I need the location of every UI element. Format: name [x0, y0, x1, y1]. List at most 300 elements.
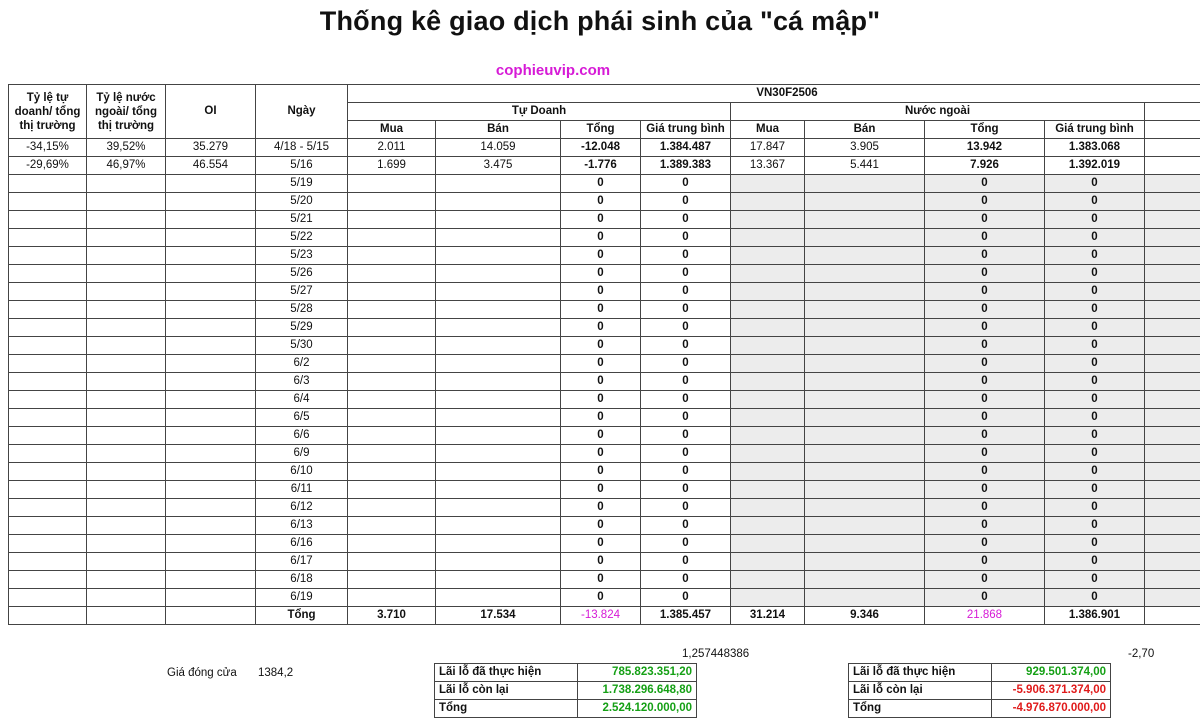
cell-td-ban [436, 355, 561, 373]
cell-oi [166, 175, 256, 193]
cell-td-gia: 0 [641, 265, 731, 283]
cell-td-mua [348, 589, 436, 607]
cell-td-ban [436, 373, 561, 391]
cell-td-mua [348, 265, 436, 283]
cell-nn-ban [805, 319, 925, 337]
cell-nn-gia: 0 [1045, 535, 1145, 553]
table-row [9, 283, 1200, 301]
cell-nn-mua [731, 427, 805, 445]
cell-td-gia: 1.389.383 [641, 157, 731, 175]
cell-nn-tong: 0 [925, 391, 1045, 409]
total-td-mua: 3.710 [348, 607, 436, 625]
cell-empty [1145, 409, 1200, 427]
header-td-gia: Giá trung bình [641, 121, 731, 139]
cell-nn-tong: 0 [925, 301, 1045, 319]
pnl-value: -4.976.870.000,00 [992, 700, 1111, 718]
cell-ty-le-nn [87, 373, 166, 391]
cell-oi [166, 499, 256, 517]
cell-oi: 35.279 [166, 139, 256, 157]
pnl-value: 929.501.374,00 [992, 664, 1111, 682]
cell-empty [1145, 373, 1200, 391]
table-row [9, 355, 1200, 373]
cell-td-mua [348, 445, 436, 463]
cell-td-gia: 1.384.487 [641, 139, 731, 157]
cell-oi [166, 283, 256, 301]
cell-td-mua [348, 301, 436, 319]
nn-gia-note: -2,70 [1128, 648, 1155, 660]
pnl-label: Lãi lỗ đã thực hiện [435, 664, 578, 682]
total-nn-tong: 21.868 [925, 607, 1045, 625]
cell-empty [1145, 157, 1200, 175]
cell-td-mua [348, 481, 436, 499]
cell-oi [166, 265, 256, 283]
cell-nn-tong: 0 [925, 319, 1045, 337]
cell-td-mua [348, 229, 436, 247]
cell-oi [166, 535, 256, 553]
cell-td-ban [436, 265, 561, 283]
cell-td-ban [436, 391, 561, 409]
cell-td-ban [436, 211, 561, 229]
cell-nn-tong: 0 [925, 445, 1045, 463]
cell-nn-gia: 0 [1045, 373, 1145, 391]
cell-td-gia: 0 [641, 499, 731, 517]
cell-ty-le-td [9, 265, 87, 283]
cell-ngay: 5/19 [256, 175, 348, 193]
table-row [9, 445, 1200, 463]
cell-ty-le-td [9, 589, 87, 607]
cell-empty [1145, 589, 1200, 607]
cell-td-gia: 0 [641, 535, 731, 553]
cell-td-mua: 1.699 [348, 157, 436, 175]
pnl-value: -5.906.371.374,00 [992, 682, 1111, 700]
cell-ty-le-nn [87, 283, 166, 301]
cell-ngay: 6/10 [256, 463, 348, 481]
table-row [9, 193, 1200, 211]
table-row [9, 589, 1200, 607]
cell-oi [166, 427, 256, 445]
cell-nn-tong: 13.942 [925, 139, 1045, 157]
cell-ty-le-nn [87, 481, 166, 499]
table-row [9, 175, 1200, 193]
table-row [9, 211, 1200, 229]
cell-ty-le-td [9, 409, 87, 427]
cell-td-gia: 0 [641, 283, 731, 301]
cell-nn-gia: 0 [1045, 319, 1145, 337]
table-row [9, 229, 1200, 247]
cell-td-gia: 0 [641, 355, 731, 373]
cell-nn-mua [731, 373, 805, 391]
cell-td-gia: 0 [641, 589, 731, 607]
cell-td-ban [436, 535, 561, 553]
cell-td-gia: 0 [641, 409, 731, 427]
cell-empty [1145, 391, 1200, 409]
cell-nn-tong: 0 [925, 481, 1045, 499]
cell-nn-mua [731, 481, 805, 499]
cell-empty [1145, 355, 1200, 373]
header-nn-tong: Tổng [925, 121, 1045, 139]
cell-td-gia: 0 [641, 229, 731, 247]
table-row [9, 391, 1200, 409]
cell-td-ban [436, 589, 561, 607]
cell-nn-gia: 0 [1045, 229, 1145, 247]
cell-ty-le-nn [87, 247, 166, 265]
table-row [9, 517, 1200, 535]
cell-nn-gia: 0 [1045, 211, 1145, 229]
cell-ty-le-nn [87, 589, 166, 607]
cell-ngay: 6/18 [256, 571, 348, 589]
cell-nn-gia: 0 [1045, 553, 1145, 571]
total-td-gia: 1.385.457 [641, 607, 731, 625]
cell-nn-mua [731, 499, 805, 517]
cell-ty-le-nn [87, 391, 166, 409]
cell-nn-mua [731, 535, 805, 553]
cell-td-gia: 0 [641, 301, 731, 319]
cell-td-ban [436, 319, 561, 337]
cell-td-gia: 0 [641, 427, 731, 445]
cell-td-ban [436, 445, 561, 463]
cell-nn-ban [805, 445, 925, 463]
cell-td-mua [348, 571, 436, 589]
cell-ngay: 5/23 [256, 247, 348, 265]
cell-nn-tong: 0 [925, 337, 1045, 355]
cell-ty-le-td [9, 337, 87, 355]
cell-ty-le-td [9, 427, 87, 445]
cell-td-tong: 0 [561, 337, 641, 355]
cell-td-tong: 0 [561, 571, 641, 589]
pnl-row [849, 682, 1111, 700]
cell-nn-gia: 0 [1045, 499, 1145, 517]
cell-nn-gia: 0 [1045, 265, 1145, 283]
cell-ty-le-nn [87, 337, 166, 355]
cell-nn-gia: 0 [1045, 391, 1145, 409]
cell-td-tong: 0 [561, 445, 641, 463]
pnl-row [435, 700, 697, 718]
cell-oi [166, 391, 256, 409]
cell-td-tong: 0 [561, 427, 641, 445]
cell-nn-ban [805, 499, 925, 517]
cell-nn-mua [731, 337, 805, 355]
cell-oi: 46.554 [166, 157, 256, 175]
cell-oi [166, 589, 256, 607]
site-link[interactable]: cophieuvip.com [495, 62, 611, 79]
cell-td-tong: 0 [561, 499, 641, 517]
cell-nn-tong: 0 [925, 409, 1045, 427]
total-td-tong: -13.824 [561, 607, 641, 625]
cell-nn-gia: 0 [1045, 337, 1145, 355]
cell-ngay: 5/20 [256, 193, 348, 211]
cell-td-tong: 0 [561, 373, 641, 391]
cell-nn-mua [731, 301, 805, 319]
cell-nn-tong: 0 [925, 355, 1045, 373]
total-nn-ban: 9.346 [805, 607, 925, 625]
cell-ty-le-td [9, 319, 87, 337]
cell-ngay: 5/29 [256, 319, 348, 337]
header-ty-le-tu-doanh: Tỷ lệ tự doanh/ tổng thị trường [9, 85, 87, 139]
cell-nn-mua: 13.367 [731, 157, 805, 175]
page-title: Thống kê giao dịch phái sinh của "cá mập" [319, 6, 881, 36]
cell-td-ban [436, 517, 561, 535]
cell-nn-ban: 5.441 [805, 157, 925, 175]
cell-ty-le-td [9, 175, 87, 193]
cell-ty-le-nn [87, 409, 166, 427]
cell-ty-le-td [9, 229, 87, 247]
cell-ngay: 6/13 [256, 517, 348, 535]
cell-nn-tong: 0 [925, 229, 1045, 247]
cell-ty-le-nn [87, 355, 166, 373]
cell-td-ban [436, 553, 561, 571]
table-row [9, 409, 1200, 427]
total-label: Tổng [256, 607, 348, 625]
cell-td-tong: 0 [561, 211, 641, 229]
cell-ty-le-td [9, 517, 87, 535]
cell-td-gia: 0 [641, 481, 731, 499]
table-row [9, 553, 1200, 571]
cell-nn-mua [731, 211, 805, 229]
cell-ty-le-td: -34,15% [9, 139, 87, 157]
cell-oi [166, 247, 256, 265]
cell-ty-le-nn: 46,97% [87, 157, 166, 175]
cell-td-ban [436, 499, 561, 517]
table-row [9, 301, 1200, 319]
cell-nn-mua [731, 553, 805, 571]
cell-ty-le-nn [87, 319, 166, 337]
cell-empty [1145, 211, 1200, 229]
cell-oi [166, 337, 256, 355]
cell-td-ban [436, 337, 561, 355]
cell-nn-tong: 0 [925, 517, 1045, 535]
cell-td-mua [348, 175, 436, 193]
cell-nn-tong: 0 [925, 571, 1045, 589]
cell-nn-ban [805, 409, 925, 427]
header-empty-2 [1145, 121, 1200, 139]
cell-nn-gia: 1.383.068 [1045, 139, 1145, 157]
table-row [9, 265, 1200, 283]
cell-empty [1145, 319, 1200, 337]
td-gia-note: 1,257448386 [682, 648, 750, 660]
cell-td-tong: 0 [561, 193, 641, 211]
cell-nn-mua [731, 193, 805, 211]
pnl-row [435, 682, 697, 700]
cell-ngay: 6/17 [256, 553, 348, 571]
pnl-value: 785.823.351,20 [578, 664, 697, 682]
cell-empty [1145, 301, 1200, 319]
table-row [9, 481, 1200, 499]
cell-ty-le-td: -29,69% [9, 157, 87, 175]
cell-td-ban [436, 409, 561, 427]
header-nuoc-ngoai: Nước ngoài [731, 103, 1145, 121]
cell-nn-gia: 0 [1045, 463, 1145, 481]
cell-nn-mua [731, 247, 805, 265]
table-row [9, 337, 1200, 355]
cell-nn-tong: 0 [925, 589, 1045, 607]
cell-oi [166, 553, 256, 571]
cell-nn-ban [805, 265, 925, 283]
pnl-label: Lãi lỗ còn lại [849, 682, 992, 700]
table-row [9, 571, 1200, 589]
cell-empty [1145, 337, 1200, 355]
cell-nn-mua [731, 571, 805, 589]
cell-empty [1145, 481, 1200, 499]
cell-nn-mua [731, 517, 805, 535]
cell-oi [166, 463, 256, 481]
header-ngay: Ngày [256, 85, 348, 139]
cell-empty [1145, 427, 1200, 445]
cell-nn-tong: 0 [925, 427, 1045, 445]
cell-ty-le-td [9, 283, 87, 301]
table-row [9, 139, 1200, 157]
cell-nn-ban [805, 535, 925, 553]
cell-ngay: 4/18 - 5/15 [256, 139, 348, 157]
cell-nn-tong: 0 [925, 283, 1045, 301]
table-row [9, 247, 1200, 265]
closing-price-value: 1384,2 [258, 667, 294, 679]
derivatives-table [8, 84, 1200, 625]
cell-td-mua [348, 535, 436, 553]
cell-nn-tong: 0 [925, 463, 1045, 481]
pnl-label: Tổng [849, 700, 992, 718]
cell-oi [166, 481, 256, 499]
cell-nn-ban [805, 301, 925, 319]
cell-empty [1145, 283, 1200, 301]
cell-nn-gia: 0 [1045, 301, 1145, 319]
table-row [9, 499, 1200, 517]
header-td-tong: Tổng [561, 121, 641, 139]
cell-ty-le-nn [87, 571, 166, 589]
cell-td-ban [436, 283, 561, 301]
cell-empty [1145, 229, 1200, 247]
cell-td-tong: 0 [561, 481, 641, 499]
cell-nn-gia: 0 [1045, 193, 1145, 211]
table-row [9, 427, 1200, 445]
cell-ty-le-td [9, 535, 87, 553]
cell-nn-gia: 0 [1045, 175, 1145, 193]
cell-td-mua [348, 427, 436, 445]
cell-td-ban [436, 193, 561, 211]
cell-td-gia: 0 [641, 373, 731, 391]
cell-nn-ban [805, 481, 925, 499]
cell-empty [1145, 139, 1200, 157]
cell-empty [1145, 175, 1200, 193]
cell-nn-ban [805, 391, 925, 409]
cell-nn-mua [731, 445, 805, 463]
cell-nn-gia: 0 [1045, 481, 1145, 499]
cell-nn-ban [805, 553, 925, 571]
cell-ty-le-td [9, 373, 87, 391]
cell-ty-le-td [9, 211, 87, 229]
cell-ty-le-nn [87, 175, 166, 193]
closing-price-label: Giá đóng cửa [167, 667, 237, 679]
cell-nn-mua [731, 283, 805, 301]
cell-ty-le-td [9, 247, 87, 265]
cell-td-mua [348, 373, 436, 391]
pnl-row [849, 664, 1111, 682]
cell-td-mua [348, 193, 436, 211]
pnl-label: Lãi lỗ đã thực hiện [849, 664, 992, 682]
cell-nn-ban [805, 175, 925, 193]
cell-ty-le-nn [87, 535, 166, 553]
cell-td-gia: 0 [641, 175, 731, 193]
cell-nn-ban [805, 373, 925, 391]
cell-oi [166, 571, 256, 589]
cell-ngay: 5/26 [256, 265, 348, 283]
cell-nn-mua [731, 355, 805, 373]
cell-oi [166, 319, 256, 337]
total-nn-mua: 31.214 [731, 607, 805, 625]
cell-td-gia: 0 [641, 571, 731, 589]
cell-oi [166, 445, 256, 463]
cell-nn-tong: 0 [925, 193, 1045, 211]
cell-ngay: 6/6 [256, 427, 348, 445]
cell-nn-ban [805, 355, 925, 373]
cell-td-gia: 0 [641, 445, 731, 463]
cell-oi [166, 517, 256, 535]
cell-nn-ban [805, 229, 925, 247]
cell-ngay: 6/16 [256, 535, 348, 553]
pnl-value: 2.524.120.000,00 [578, 700, 697, 718]
cell-ty-le-nn [87, 463, 166, 481]
cell-ty-le-nn [87, 193, 166, 211]
cell-ty-le-nn [87, 499, 166, 517]
cell-ngay: 5/16 [256, 157, 348, 175]
cell-nn-tong: 0 [925, 175, 1045, 193]
cell-ty-le-td [9, 463, 87, 481]
cell-td-tong: 0 [561, 319, 641, 337]
cell-td-gia: 0 [641, 553, 731, 571]
cell-ty-le-nn: 39,52% [87, 139, 166, 157]
cell-td-mua [348, 391, 436, 409]
cell-td-ban: 14.059 [436, 139, 561, 157]
cell-td-mua: 2.011 [348, 139, 436, 157]
pnl-tu-doanh [434, 663, 697, 718]
cell-empty [1145, 571, 1200, 589]
cell-ngay: 6/5 [256, 409, 348, 427]
cell-td-gia: 0 [641, 337, 731, 355]
cell-nn-gia: 0 [1045, 517, 1145, 535]
cell-td-mua [348, 409, 436, 427]
cell-td-mua [348, 553, 436, 571]
cell-oi [166, 373, 256, 391]
cell-td-gia: 0 [641, 247, 731, 265]
cell-td-ban [436, 229, 561, 247]
cell-empty [1145, 499, 1200, 517]
cell-ty-le-td [9, 499, 87, 517]
cell-td-mua [348, 211, 436, 229]
cell-ty-le-td [9, 553, 87, 571]
cell-nn-tong: 0 [925, 211, 1045, 229]
cell-td-tong: 0 [561, 463, 641, 481]
total-row [9, 607, 1200, 625]
cell-nn-ban [805, 517, 925, 535]
cell-nn-ban [805, 247, 925, 265]
cell-ty-le-td [9, 571, 87, 589]
cell-ty-le-nn [87, 517, 166, 535]
cell-nn-tong: 0 [925, 247, 1045, 265]
cell-nn-tong: 0 [925, 499, 1045, 517]
cell-nn-mua: 17.847 [731, 139, 805, 157]
cell-ngay: 5/30 [256, 337, 348, 355]
cell-oi [166, 301, 256, 319]
header-nn-gia: Giá trung bình [1045, 121, 1145, 139]
cell-ty-le-nn [87, 229, 166, 247]
cell-td-tong: 0 [561, 283, 641, 301]
cell-ngay: 5/21 [256, 211, 348, 229]
cell-nn-gia: 0 [1045, 283, 1145, 301]
cell-nn-tong: 0 [925, 373, 1045, 391]
cell-ngay: 6/3 [256, 373, 348, 391]
cell-oi [166, 193, 256, 211]
cell-ty-le-td [9, 445, 87, 463]
cell-ngay: 5/22 [256, 229, 348, 247]
